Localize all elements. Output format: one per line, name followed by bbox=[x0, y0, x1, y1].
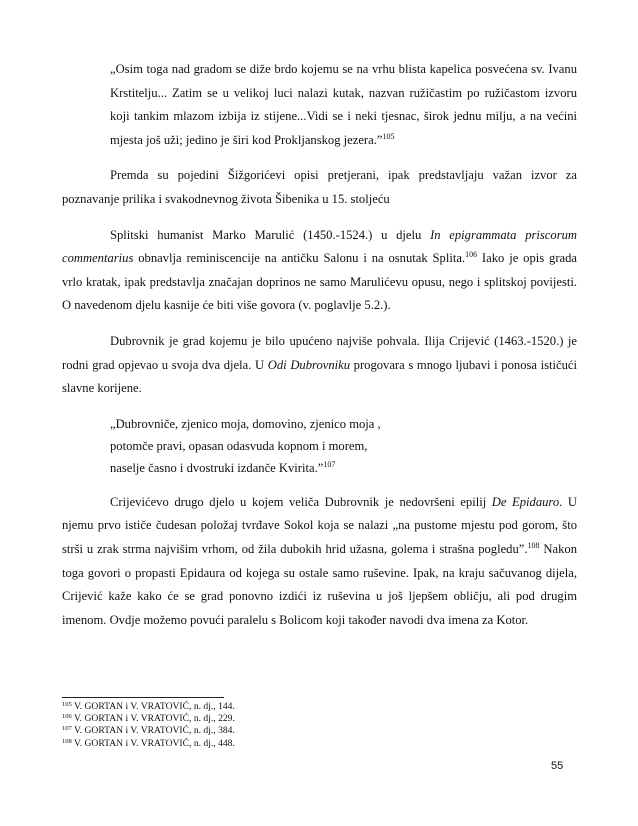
footnote-number: 108 bbox=[62, 737, 72, 745]
footnote-ref-107: 107 bbox=[323, 459, 336, 469]
verse-line bbox=[110, 457, 577, 479]
footnote-number: 106 bbox=[62, 713, 72, 721]
text-run: Splitski humanist Marko Marulić (1450.-1524.) u djelu bbox=[110, 227, 431, 242]
footnote bbox=[62, 701, 235, 713]
footnote-text: V. GORTAN i V. VRATOVIĆ, n. dj., 448. bbox=[71, 737, 235, 749]
text-run: Crijevićevo drugo djelo u kojem veliča Dubrovnik je nedovršeni epilij bbox=[110, 494, 492, 509]
footnote-number: 107 bbox=[62, 725, 72, 733]
text-run: Nakon toga govori o propasti Epidaura od kojega su ostale samo ruševine. Ipak, na kraju sačuvanog dijela, Crijević kaže kako će se grad ponovno izdići iz ruševina u još ljepšem obličju, ali pod drugim imenom. Ovdje možemo povući paralelu s Bolicom koji također navodi dva imena za Kotor. bbox=[62, 541, 577, 627]
paragraph-text: Premda su pojedini Šižgorićevi opisi pretjerani, ipak predstavljaju važan izvor za poznavanje prilika i svakodnevnog života Šibenika u 15. stoljeću bbox=[62, 168, 577, 206]
footnote-ref-108: 108 bbox=[527, 540, 540, 550]
footnote bbox=[62, 713, 235, 725]
work-title: De Epidauro bbox=[491, 494, 560, 509]
footnote-text: V. GORTAN i V. VRATOVIĆ, n. dj., 384. bbox=[71, 725, 235, 737]
text-run: progovara s mnogo ljubavi i ponosa ističući slavne korijene. bbox=[62, 357, 577, 396]
text-run: Dubrovnik je grad kojemu je bilo upućeno najviše pohvala. Ilija Crijević (1463.-1520.) je rodni grad opjevao u svoja dva djela. U bbox=[62, 333, 577, 372]
text-run: obnavlja reminiscencije na antičku Salonu i na osnutak Splita. bbox=[133, 251, 466, 266]
work-title: In epigrammata priscorum commentarius bbox=[62, 227, 577, 266]
paragraph-epidaur bbox=[62, 491, 577, 633]
text-run: Iako je opis grada vrlo kratak, ipak predstavlja značajan doprinos ne samo Marulićevu opusu, nego i splitskoj povijesti. O navedenom djelu kasnije će biti više govora (v. poglavlje 5.2.). bbox=[62, 251, 577, 313]
footnote-text: V. GORTAN i V. VRATOVIĆ, n. dj., 144. bbox=[71, 701, 235, 712]
work-title: Odi Dubrovniku bbox=[267, 357, 351, 372]
footnote-ref-106: 106 bbox=[465, 250, 478, 260]
footnotes bbox=[62, 701, 235, 750]
page-number: 55 bbox=[551, 760, 564, 772]
footnote-text: V. GORTAN i V. VRATOVIĆ, n. dj., 229. bbox=[71, 713, 235, 725]
text-run: . U njemu prvo ističe čudesan položaj tvrđave Sokol koja se nalazi „na pustome mjestu pod gorom, što strši u zrak strma najvišim vrhom, od žila dubokih hrid užasna, golema i strašna pogledu”. bbox=[62, 494, 577, 556]
block-quote-sizgoric bbox=[62, 58, 577, 152]
verse-quote bbox=[62, 413, 577, 479]
footnote-ref-105: 105 bbox=[382, 131, 395, 141]
paragraph-dubrovnik bbox=[62, 330, 577, 401]
body-text bbox=[62, 58, 577, 632]
quote-text: „Osim toga nad gradom se diže brdo kojemu se na vrhu blista kapelica posvećena sv. Ivanu Krstitelju... Zatim se u velikoj luci nalazi kutak, nazvan ružičastim po ružičastom izvoru koji tankim mlazom izbija iz stijene...Vidi se i neki tjesnac, širok jednu milju, a na većini mjesta još uži; jedino je širi kod Prokljanskog jezera.” bbox=[110, 62, 577, 147]
footnote-number: 105 bbox=[62, 701, 72, 708]
footnote bbox=[62, 725, 235, 737]
paragraph-marulic bbox=[62, 224, 577, 318]
verse-line: potomče pravi, opasan odasvuda kopnom i morem, bbox=[110, 438, 368, 453]
verse-line: „Dubrovniče, zjenico moja, domovino, zjenico moja , bbox=[110, 416, 381, 431]
paragraph-sizgoric bbox=[62, 164, 577, 211]
footnote-separator bbox=[62, 697, 224, 698]
text-run: naselje časno i dvostruki izdanče Kvirita.” bbox=[110, 460, 324, 475]
footnote bbox=[62, 738, 235, 750]
